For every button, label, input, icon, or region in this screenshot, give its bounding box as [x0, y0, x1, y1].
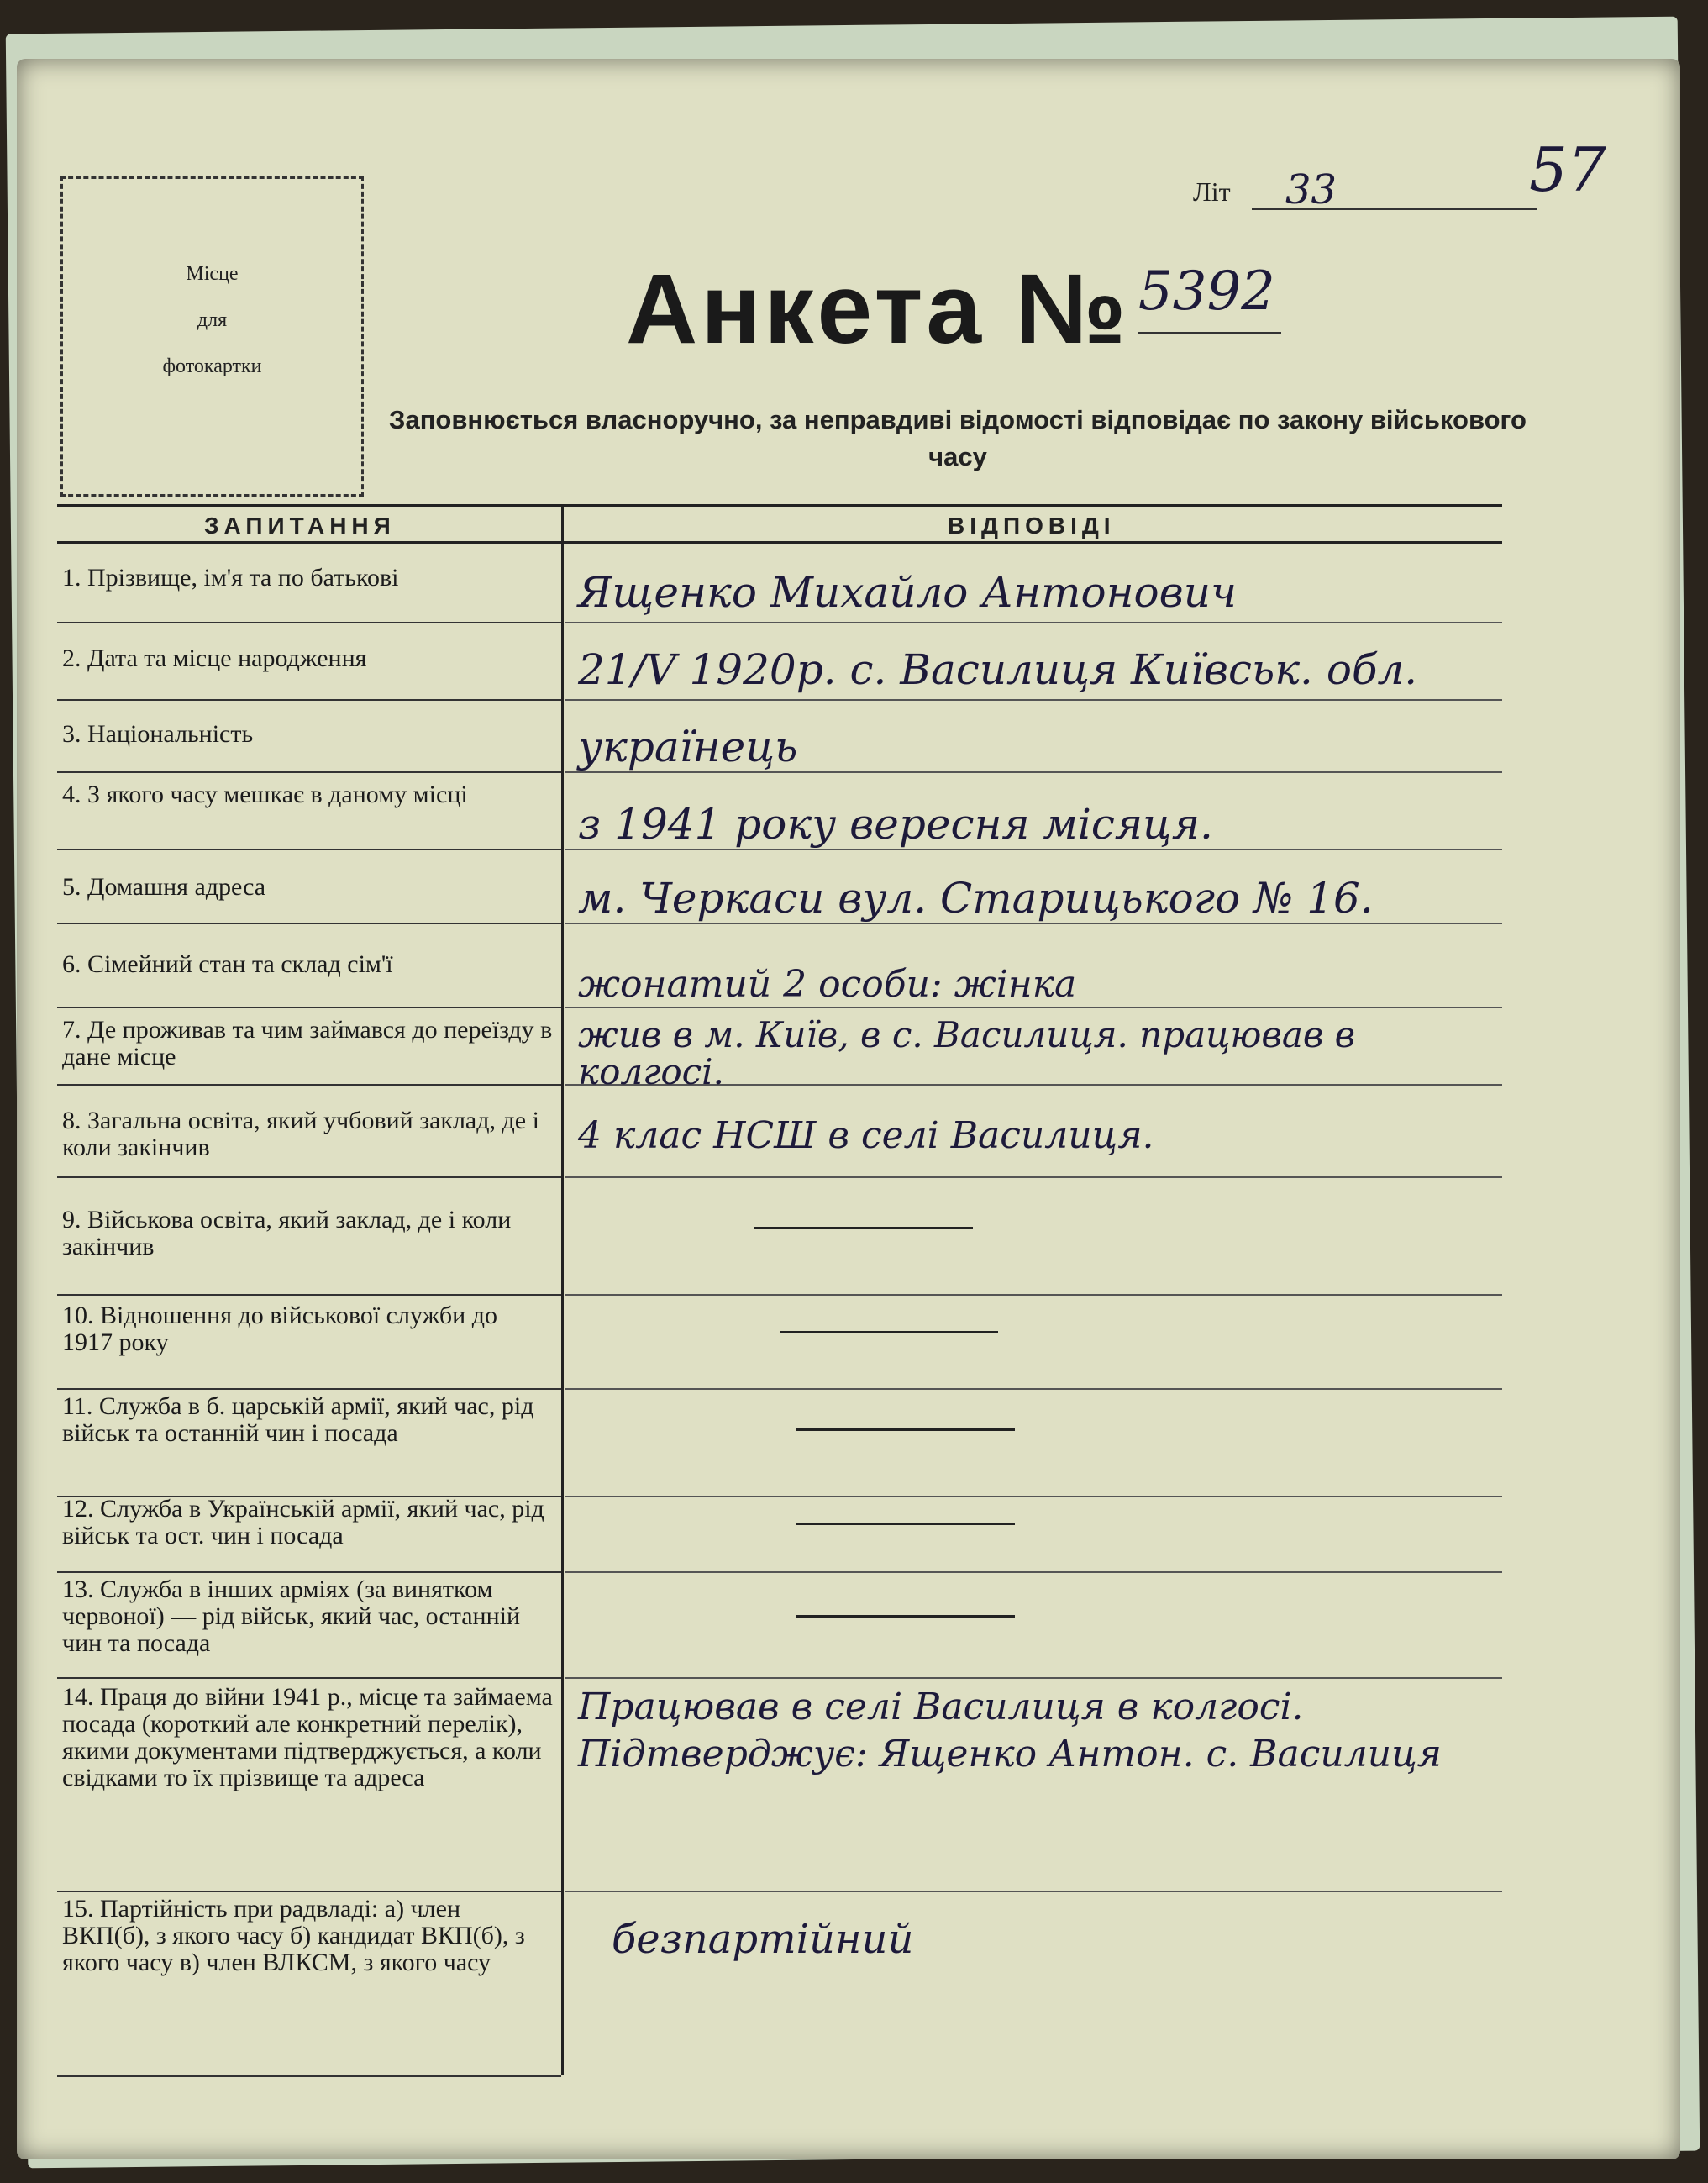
row-divider	[57, 699, 561, 701]
answer-7: жив в м. Київ, в с. Василиця. працював в колгосі.	[578, 1014, 1356, 1092]
empty-answer-dash	[754, 1227, 973, 1229]
question-5: 5. Домашня адреса	[62, 873, 266, 901]
answer-rule	[565, 1891, 1502, 1892]
answer-rule	[565, 1388, 1502, 1390]
answer-rule	[565, 771, 1502, 773]
lit-label: Літ	[1193, 176, 1231, 207]
photo-placeholder	[60, 176, 364, 497]
answer-rule	[565, 923, 1502, 924]
column-header-questions: ЗАПИТАННЯ	[204, 513, 396, 539]
question-6: 6. Сімейний стан та склад сім'ї	[62, 950, 393, 978]
question-12: 12. Служба в Українській армії, який час, рід військ та ост. чин і посада	[62, 1495, 544, 1549]
empty-answer-dash	[780, 1331, 998, 1333]
column-header-answers: ВІДПОВІДІ	[948, 513, 1116, 539]
row-divider	[57, 1891, 561, 1892]
answer-5: м. Черкаси вул. Старицького № 16.	[578, 874, 1374, 923]
answer-14: Працював в селі Василиця в колгосі. Підтверджує: Ященко Антон. с. Василиця	[578, 1686, 1442, 1775]
form-title: Анкета №	[626, 254, 1130, 365]
photo-label-line: для	[197, 309, 228, 331]
row-divider	[57, 849, 561, 850]
form-number-underline	[1138, 332, 1281, 334]
question-15: 15. Партійність при радвладі: а) член ВКП(б), з якого часу б) кандидат ВКП(б), з якого часу в) член ВЛКСМ, з якого часу	[62, 1895, 525, 1976]
answer-rule	[565, 1176, 1502, 1178]
row-divider	[57, 1677, 561, 1679]
empty-answer-dash	[796, 1428, 1015, 1431]
row-divider	[57, 1388, 561, 1390]
row-divider	[57, 1007, 561, 1008]
empty-answer-dash	[796, 1615, 1015, 1618]
question-1: 1. Прізвище, ім'я та по батькові	[62, 564, 399, 592]
question-11: 11. Служба в б. царській армії, який час, рід військ та останній чин і посада	[62, 1392, 534, 1447]
answer-1: Ященко Михайло Антонович	[578, 568, 1238, 617]
page-number: 57	[1529, 134, 1606, 205]
question-3: 3. Національність	[62, 720, 254, 748]
photo-label-line: фотокартки	[162, 355, 262, 377]
question-13: 13. Служба в інших арміях (за винятком червоної) — рід військ, який час, останній чин та посада	[62, 1575, 521, 1657]
column-divider	[561, 504, 564, 2075]
table-header-rule	[57, 541, 1502, 544]
answer-rule	[565, 1007, 1502, 1008]
row-divider	[57, 771, 561, 773]
form-subtitle: Заповнюється власноручно, за неправдиві відомості відповідає по закону військового часу	[389, 405, 1527, 471]
answer-8: 4 клас НСШ в селі Василиця.	[578, 1114, 1154, 1157]
row-divider	[57, 1294, 561, 1296]
question-4: 4. З якого часу мешкає в даному місці	[62, 781, 468, 808]
row-divider	[57, 923, 561, 924]
table-top-rule	[57, 504, 1502, 507]
empty-answer-dash	[796, 1523, 1015, 1525]
photo-label-line: Місце	[186, 263, 239, 285]
question-7: 7. Де проживав та чим займався до переїзду в дане місце	[62, 1016, 553, 1070]
answer-rule	[565, 1677, 1502, 1679]
questionnaire-table	[57, 504, 1502, 2168]
row-divider	[57, 2075, 561, 2077]
answer-rule	[565, 1294, 1502, 1296]
answer-rule	[565, 1571, 1502, 1573]
answer-rule	[565, 1496, 1502, 1497]
answer-15: безпартійний	[612, 1916, 914, 1963]
lit-value: 33	[1285, 166, 1337, 213]
question-9: 9. Військова освіта, який заклад, де і коли закінчив	[62, 1206, 512, 1260]
answer-rule	[565, 849, 1502, 850]
row-divider	[57, 1176, 561, 1178]
answer-6: жонатий 2 особи: жінка	[578, 963, 1077, 1006]
answer-rule	[565, 622, 1502, 623]
question-10: 10. Відношення до військової служби до 1917 року	[62, 1302, 497, 1356]
question-8: 8. Загальна освіта, який учбовий заклад, де і коли закінчив	[62, 1107, 539, 1161]
answer-3: українець	[578, 723, 798, 771]
question-2: 2. Дата та місце народження	[62, 644, 367, 672]
form-number: 5392	[1138, 260, 1275, 323]
answer-4: з 1941 року вересня місяця.	[578, 800, 1213, 849]
row-divider	[57, 1084, 561, 1086]
row-divider	[57, 622, 561, 623]
question-14: 14. Праця до війни 1941 р., місце та займаема посада (короткий але конкретний перелік), якими документами підтверджується, а коли свідками то їх прізвище та адреса	[62, 1683, 553, 1791]
row-divider	[57, 1571, 561, 1573]
answer-2: 21/V 1920р. с. Василиця Київськ. обл.	[578, 645, 1418, 694]
answer-rule	[565, 699, 1502, 701]
